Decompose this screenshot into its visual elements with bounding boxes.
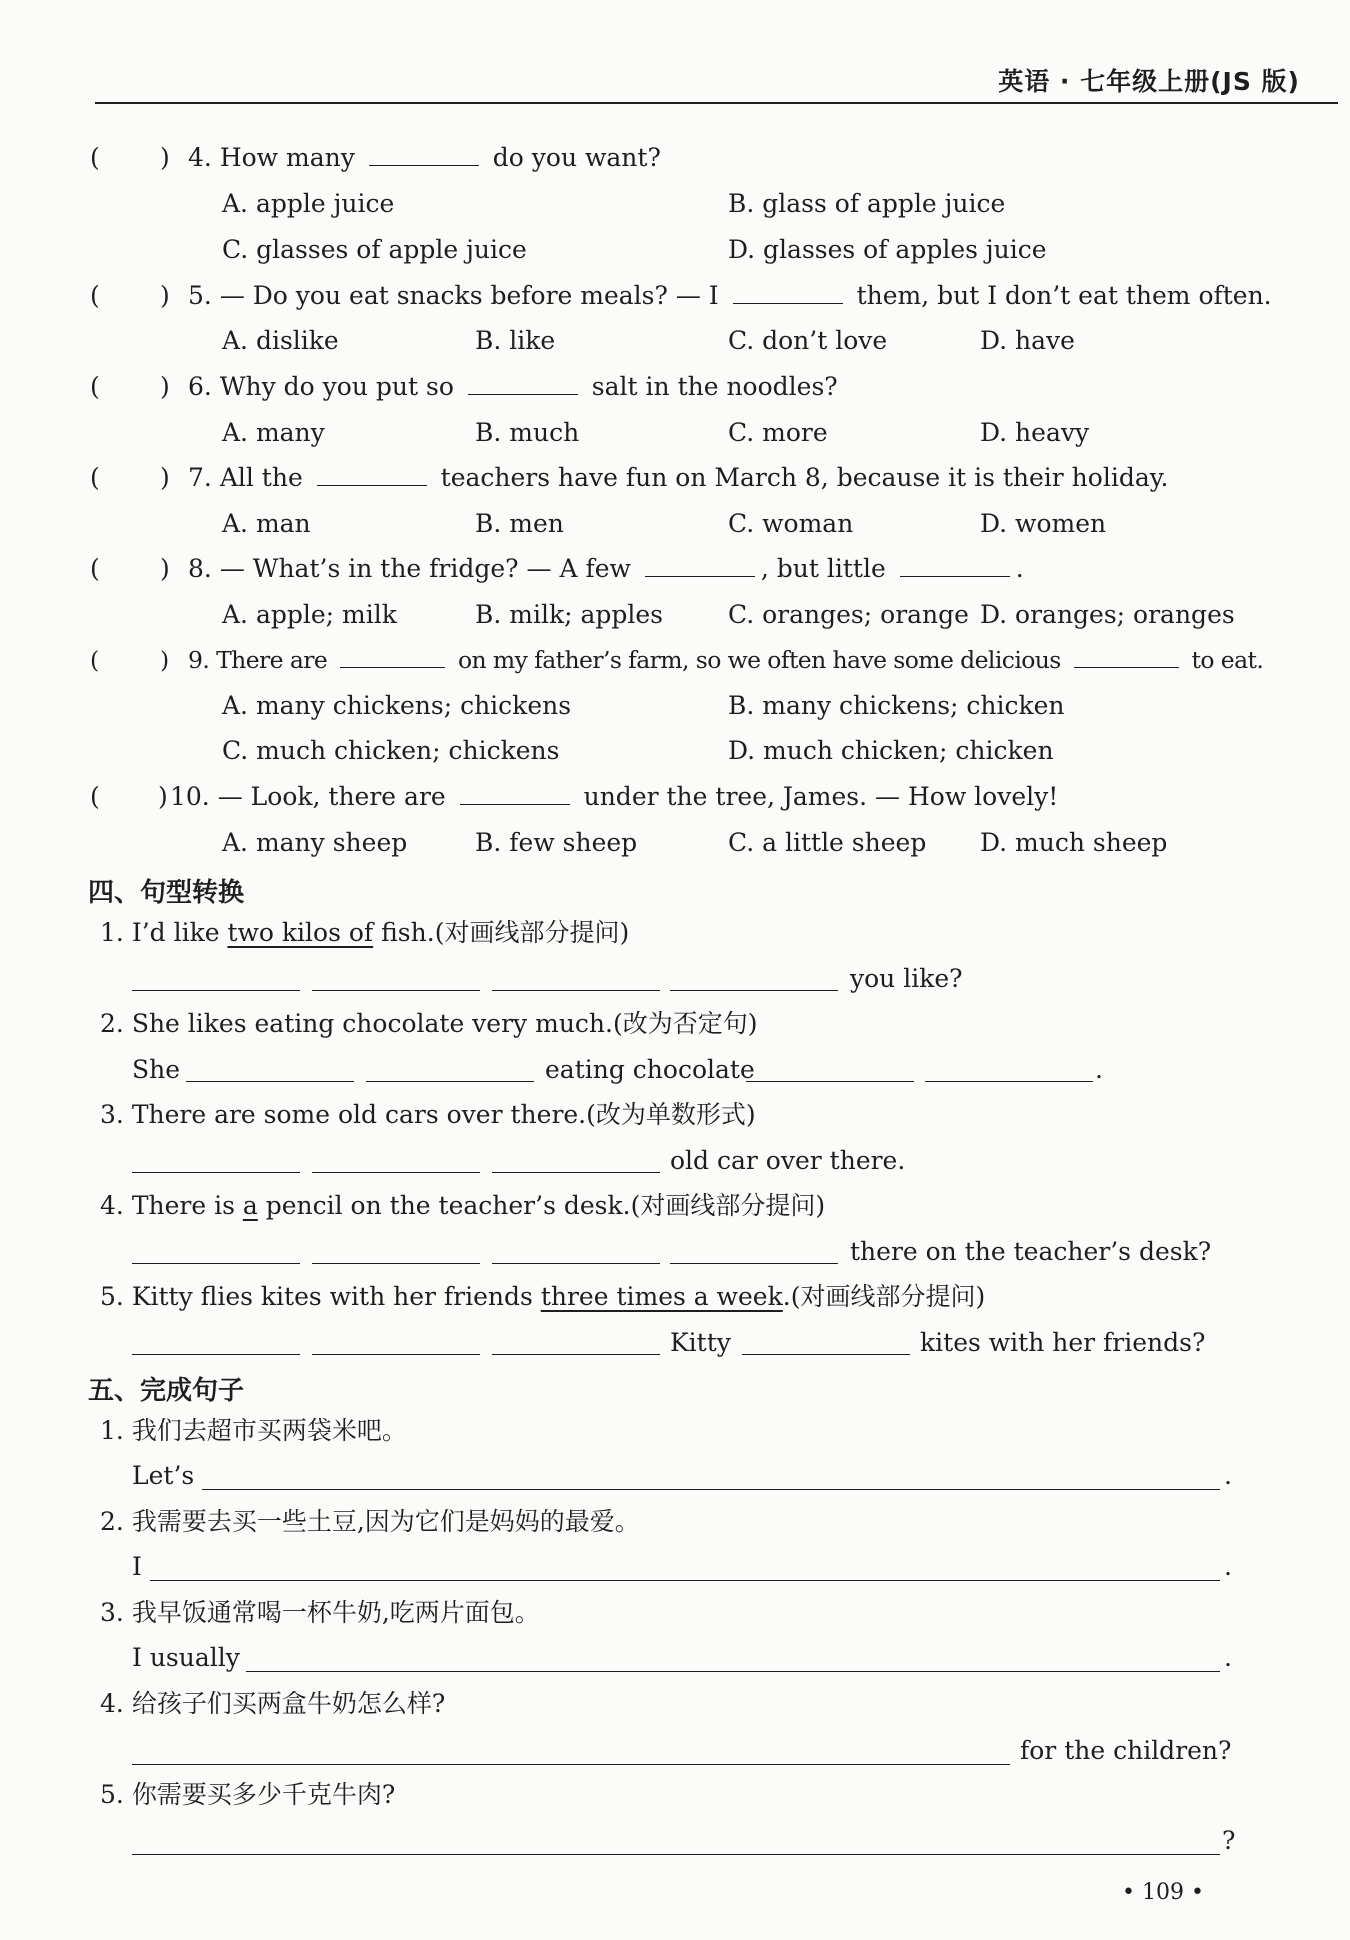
- question-stem: , but little: [760, 554, 886, 583]
- underlined-phrase: three times a week: [540, 1282, 783, 1311]
- option-a: A. apple juice: [222, 189, 395, 218]
- option-b: B. milk; apples: [475, 600, 664, 629]
- question-stem: .: [1015, 554, 1024, 583]
- answer-paren-open: (: [90, 372, 100, 401]
- answer-paren-close: ): [160, 554, 170, 583]
- answer-blank: [369, 143, 479, 166]
- answer-blank: [202, 1489, 1220, 1490]
- instruction-note: (对画线部分提问): [790, 1282, 986, 1311]
- option-d: D. oranges; oranges: [980, 600, 1235, 629]
- answer-blank: [132, 1354, 300, 1355]
- option-b: B. glass of apple juice: [728, 189, 1006, 218]
- answer-blank: [132, 990, 300, 991]
- option-b: B. men: [475, 509, 564, 538]
- answer-blank: [468, 372, 578, 395]
- answer-blank: [925, 1081, 1093, 1082]
- answer-paren-open: (: [90, 143, 100, 172]
- question-stem: under the tree, James. — How lovely!: [583, 782, 1059, 811]
- option-c: C. a little sheep: [728, 828, 927, 857]
- answer-paren-close: ): [160, 646, 169, 674]
- answer-blank: [492, 1172, 660, 1173]
- answer-paren-close: ): [160, 281, 170, 310]
- answer-blank: [900, 554, 1010, 577]
- answer-blank: [312, 1263, 480, 1264]
- instruction-note: (对画线部分提问): [434, 918, 630, 947]
- option-d: D. heavy: [980, 418, 1090, 447]
- answer-blank: [492, 990, 660, 991]
- option-c: C. woman: [728, 509, 854, 538]
- book-title: 英语 · 七年级上册(JS 版): [998, 67, 1300, 96]
- answer-blank: [1074, 645, 1179, 668]
- answer-blank: [746, 1081, 914, 1082]
- option-c: C. don’t love: [728, 326, 888, 355]
- answer-paren-close: ): [160, 463, 170, 492]
- answer-paren-open: (: [90, 281, 100, 310]
- worksheet-page: 英语 · 七年级上册(JS 版) ( ) 4. How many do you want? A. apple juice B. glass of apple juice C. glasses of apple juice D. glasses of apples juice ( ) 5. — Do you eat snacks before meals? — I them, but I don’t eat them often. A. dislike B. like C. don’t love D. have ( ) 6. Why do you put so salt in the noodles? A. many B. much C. more D. heavy ( ) 7. All the teachers have fun on March 8, because it is their holiday. A. man B. men C. woman D. women ( ) 8. — What’s in the fridge? — A few , but little . A. apple; milk B. milk; apples C. oranges; orange D. oranges; oranges ( ) 9. There are on my father’s farm, so we often have some delicious to eat. A. many chickens; chickens B. many chickens; chicken C. much chicken; chickens D. much chicken; chicken ( ) 10. — Look, there are under the tree, James. — How lovely! A. many sheep B. few sheep C. a little sheep D. much sheep 四、句型转换 1. I’d like two kilos of fish.(对画线部分提问) you like? 2. She likes eating chocolate very much.(改为否定句) She eating chocolate . 3. There are some old cars over there.(改为单数形式) old car over there. 4. There is a pencil on the teacher’s desk.(对画线部分提问) there on the teacher’s desk? 5. Kitty flies kites with her friends three times a week.(对画线部分提问) Kitty kites with her friends? 五、完成句子 1. 我们去超市买两袋米吧。 Let’s . 2. 我需要去买一些土豆,因为它们是妈妈的最爱。 I . 3. 我早饭通常喝一杯牛奶,吃两片面包。 I usually . 4. 给孩子们买两盒牛奶怎么样? for the children? 5. 你需要买多少千克牛肉? ? • 109 •: [0, 0, 1350, 1940]
- answer-blank: [733, 281, 843, 304]
- question-stem: them, but I don’t eat them often.: [856, 281, 1272, 310]
- underlined-phrase: a: [242, 1191, 258, 1220]
- question-number: 4.: [188, 143, 212, 172]
- answer-blank: [492, 1354, 660, 1355]
- option-c: C. much chicken; chickens: [222, 736, 560, 765]
- answer-paren-close: ): [160, 372, 170, 401]
- answer-blank: [312, 990, 480, 991]
- question-stem: Why do you put so: [219, 372, 454, 401]
- option-a: A. many: [222, 418, 325, 447]
- option-b: B. few sheep: [475, 828, 638, 857]
- option-b: B. many chickens; chicken: [728, 691, 1065, 720]
- question-stem: How many: [219, 143, 355, 172]
- option-a: A. many sheep: [222, 828, 408, 857]
- answer-blank: [317, 463, 427, 486]
- answer-blank: [670, 990, 838, 991]
- answer-paren-open: (: [90, 554, 100, 583]
- instruction-note: (改为否定句): [612, 1009, 758, 1038]
- section-title: 四、句型转换: [88, 878, 245, 908]
- question-stem: — What’s in the fridge? — A few: [219, 554, 631, 583]
- page-number: • 109 •: [1122, 1880, 1204, 1905]
- answer-blank: [312, 1354, 480, 1355]
- question-stem: salt in the noodles?: [591, 372, 838, 401]
- answer-paren-open: (: [90, 646, 99, 674]
- answer-paren-close: ): [160, 143, 170, 172]
- option-a: A. apple; milk: [222, 600, 397, 629]
- question-stem: — Do you eat snacks before meals? — I: [219, 281, 719, 310]
- option-d: D. glasses of apples juice: [728, 235, 1047, 264]
- question-number: 9.: [188, 646, 210, 674]
- answer-blank: [132, 1263, 300, 1264]
- answer-paren-open: (: [90, 463, 100, 492]
- answer-paren-close: ): [158, 782, 168, 811]
- option-c: C. oranges; orange: [728, 600, 969, 629]
- option-a: A. dislike: [222, 326, 339, 355]
- option-c: C. more: [728, 418, 828, 447]
- question-stem: do you want?: [492, 143, 661, 172]
- answer-blank: [186, 1081, 354, 1082]
- answer-blank: [645, 554, 755, 577]
- question-stem: teachers have fun on March 8, because it is their holiday.: [440, 463, 1169, 492]
- option-d: D. much chicken; chicken: [728, 736, 1054, 765]
- answer-blank: [492, 1263, 660, 1264]
- question-number: 7.: [188, 463, 212, 492]
- answer-blank: [312, 1172, 480, 1173]
- answer-blank: [150, 1580, 1220, 1581]
- question-stem: — Look, there are: [217, 782, 446, 811]
- question-stem: All the: [219, 463, 303, 492]
- instruction-note: (对画线部分提问): [630, 1191, 826, 1220]
- section-title: 五、完成句子: [88, 1376, 245, 1406]
- option-a: A. man: [222, 509, 311, 538]
- question-stem: to eat.: [1191, 646, 1264, 674]
- answer-paren-open: (: [90, 782, 100, 811]
- question-number: 5.: [188, 281, 212, 310]
- option-a: A. many chickens; chickens: [222, 691, 572, 720]
- underlined-phrase: two kilos of: [227, 918, 374, 947]
- instruction-note: (改为单数形式): [586, 1100, 756, 1129]
- answer-blank: [366, 1081, 534, 1082]
- option-b: B. much: [475, 418, 580, 447]
- question-number: 6.: [188, 372, 212, 401]
- option-c: C. glasses of apple juice: [222, 235, 527, 264]
- option-d: D. women: [980, 509, 1107, 538]
- answer-blank: [132, 1764, 1010, 1765]
- option-d: D. much sheep: [980, 828, 1168, 857]
- answer-blank: [340, 645, 445, 668]
- answer-blank: [742, 1354, 910, 1355]
- question-stem: There are: [216, 646, 328, 674]
- answer-blank: [132, 1172, 300, 1173]
- answer-blank: [132, 1854, 1220, 1855]
- question-stem: on my father’s farm, so we often have some delicious: [457, 646, 1061, 674]
- answer-blank: [246, 1671, 1220, 1672]
- option-d: D. have: [980, 326, 1075, 355]
- question-number: 10.: [170, 782, 210, 811]
- header-divider: [95, 102, 1338, 104]
- answer-blank: [670, 1263, 838, 1264]
- answer-blank: [460, 782, 570, 805]
- question-number: 8.: [188, 554, 212, 583]
- option-b: B. like: [475, 326, 556, 355]
